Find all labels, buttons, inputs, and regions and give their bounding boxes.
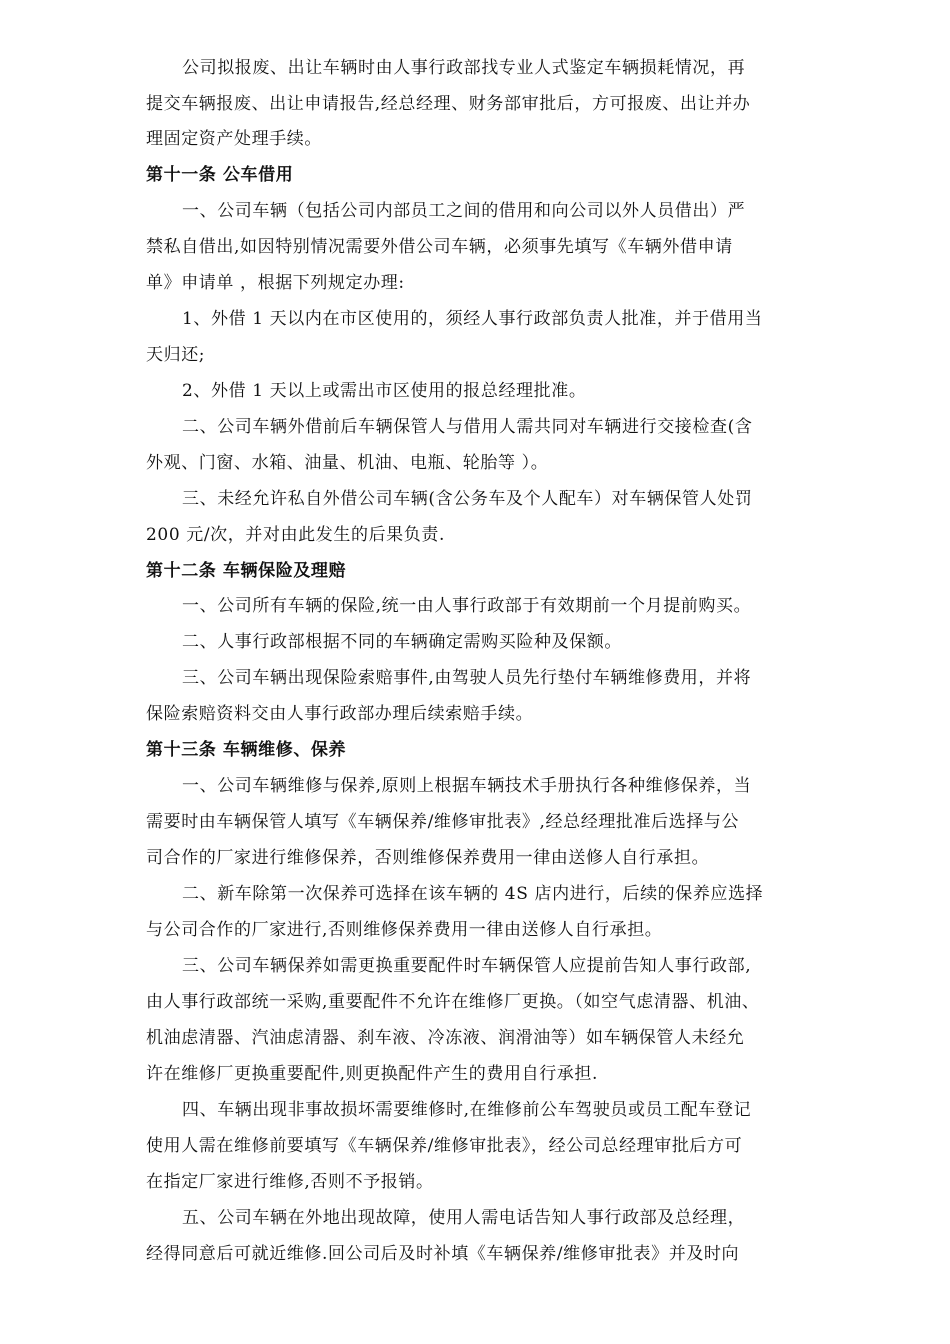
paragraph-line: 理固定资产处理手续。 — [146, 129, 322, 149]
paragraph-line: 提交车辆报废、出让申请报告,经总经理、财务部审批后，方可报废、出让并办 — [146, 94, 751, 114]
paragraph-line: 在指定厂家进行维修,否则不予报销。 — [146, 1172, 434, 1192]
paragraph-line: 二、公司车辆外借前后车辆保管人与借用人需共同对车辆进行交接检查(含 — [182, 417, 753, 437]
paragraph-line: 需要时由车辆保管人填写《车辆保养/维修审批表》,经总经理批准后选择与公 — [146, 812, 740, 832]
paragraph-line: 一、公司所有车辆的保险,统一由人事行政部于有效期前一个月提前购买。 — [182, 596, 752, 616]
paragraph-line: 一、公司车辆维修与保养,原则上根据车辆技术手册执行各种维修保养，当 — [182, 776, 752, 796]
paragraph-line: 使用人需在维修前要填写《车辆保养/维修审批表》，经公司总经理审批后方可 — [146, 1136, 743, 1156]
paragraph-line: 三、未经允许私自外借公司车辆(含公务车及个人配车）对车辆保管人处罚 — [182, 489, 753, 509]
paragraph-line: 许在维修厂更换重要配件,则更换配件产生的费用自行承担. — [146, 1064, 599, 1084]
paragraph-line: 三、公司车辆保养如需更换重要配件时车辆保管人应提前告知人事行政部, — [182, 956, 752, 976]
paragraph-line: 与公司合作的厂家进行,否则维修保养费用一律由送修人自行承担。 — [146, 920, 663, 940]
paragraph-line: 一、公司车辆（包括公司内部员工之间的借用和向公司以外人员借出）严 — [182, 201, 746, 221]
paragraph-line: 2、外借 1 天以上或需出市区使用的报总经理批准。 — [182, 381, 587, 401]
paragraph-line: 四、车辆出现非事故损坏需要维修时,在维修前公车驾驶员或员工配车登记 — [182, 1100, 752, 1120]
paragraph-line: 二、人事行政部根据不同的车辆确定需购买险种及保额。 — [182, 632, 622, 652]
paragraph-line: 单》申请单 ，根据下列规定办理: — [146, 273, 405, 293]
paragraph-line: 司合作的厂家进行维修保养，否则维修保养费用一律由送修人自行承担。 — [146, 848, 710, 868]
paragraph-line: 天归还; — [146, 345, 206, 365]
paragraph-line: 200 元/次，并对由此发生的后果负责. — [146, 525, 445, 545]
paragraph-line: 外观、门窗、水箱、油量、机油、电瓶、轮胎等 ）。 — [146, 453, 549, 473]
paragraph-line: 经得同意后可就近维修.回公司后及时补填《车辆保养/维修审批表》并及时向 — [146, 1244, 740, 1264]
paragraph-line: 保险索赔资料交由人事行政部办理后续索赔手续。 — [146, 704, 534, 724]
paragraph-line: 1、外借 1 天以内在市区使用的，须经人事行政部负责人批准，并于借用当 — [182, 309, 763, 329]
article-heading: 第十一条 公车借用 — [146, 165, 294, 185]
article-heading: 第十三条 车辆维修、保养 — [146, 740, 347, 760]
paragraph-line: 公司拟报废、出让车辆时由人事行政部找专业人式鉴定车辆损耗情况，再 — [182, 58, 746, 78]
paragraph-line: 由人事行政部统一采购,重要配件不允许在维修厂更换。（如空气虑清器、机油、 — [146, 992, 760, 1012]
paragraph-line: 五、公司车辆在外地出现故障，使用人需电话告知人事行政部及总经理， — [182, 1208, 746, 1228]
article-heading: 第十二条 车辆保险及理赔 — [146, 561, 347, 581]
paragraph-line: 禁私自借出,如因特别情况需要外借公司车辆，必须事先填写《车辆外借申请 — [146, 237, 733, 257]
paragraph-line: 二、新车除第一次保养可选择在该车辆的 4S 店内进行，后续的保养应选择 — [182, 884, 764, 904]
paragraph-line: 三、公司车辆出现保险索赔事件,由驾驶人员先行垫付车辆维修费用，并将 — [182, 668, 752, 688]
paragraph-line: 机油虑清器、汽油虑清器、刹车液、冷冻液、润滑油等）如车辆保管人未经允 — [146, 1028, 745, 1048]
